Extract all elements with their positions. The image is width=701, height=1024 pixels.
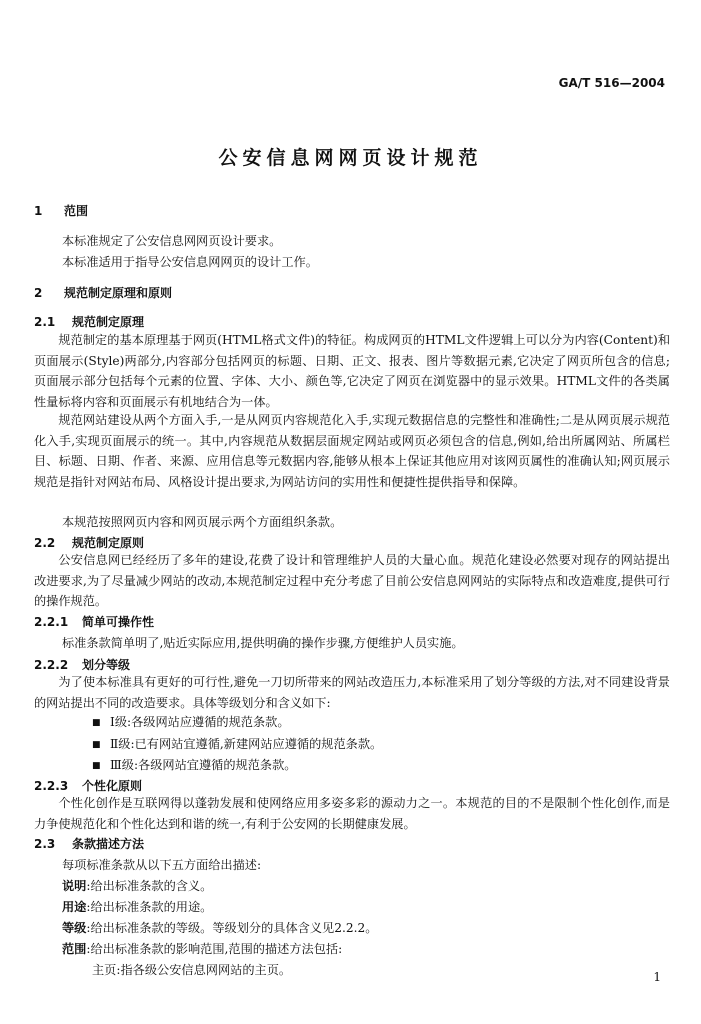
section-2-2: [34, 534, 144, 551]
paragraph: 标准条款简单明了,贴近实际应用,提供明确的操作步骤,方便维护人员实施。: [62, 636, 464, 650]
item-label: 说明: [62, 879, 87, 893]
paragraph: 为了使本标准具有更好的可行性,避免一刀切所带来的网站改造压力,本标准采用了划分等级的方法,对不同建设背景的网站提出不同的改造要求。具体等级划分和含义如下:: [34, 675, 670, 710]
list-item-text: Ⅰ级:各级网站应遵循的规范条款。: [110, 715, 290, 729]
item-text: :给出标准条款的用途。: [86, 900, 213, 914]
section-number: 2.2.2: [34, 658, 69, 672]
section-number: 2.2.3: [34, 779, 69, 793]
description-item: [62, 877, 212, 894]
bullet-icon: ■: [92, 718, 101, 728]
section-heading-text: 简单可操作性: [82, 615, 155, 629]
section-2-2-2: [34, 656, 130, 673]
list-item: [92, 735, 382, 752]
description-item: [62, 898, 212, 915]
section-2-1: [34, 313, 144, 330]
section-number: 2.1: [34, 315, 56, 329]
item-text: :给出标准条款的等级。等级划分的具体含义见2.2.2。: [86, 921, 378, 935]
paragraph: 本规范按照网页内容和网页展示两个方面组织条款。: [62, 515, 343, 529]
section-heading-text: 划分等级: [82, 658, 131, 672]
section-number: 1: [34, 204, 43, 218]
section-number: 2: [34, 286, 43, 300]
sub-item: 主页:指各级公安信息网网站的主页。: [92, 963, 292, 977]
list-item: [92, 756, 296, 773]
section-2-2-3: [34, 777, 142, 794]
list-item-text: Ⅲ级:各级网站宜遵循的规范条款。: [110, 758, 297, 772]
paragraph: 本标准规定了公安信息网网页设计要求。: [62, 234, 282, 248]
list-item: [92, 713, 290, 730]
paragraph: 规范制定的基本原理基于网页(HTML格式文件)的特征。构成网页的HTML文件逻辑上可以分为内容(Content)和页面展示(Style)两部分,内容部分包括网页的标题、日期、正文、报表、图片等数据元素,它决定了网页所包含的信息;页面展示部分包括每个元素的位置、字体、大小、颜色等,它决定了网页在浏览器中的显示效果。HTML文件的各类属性量标将内容和页面展示有机地结合为一体。: [34, 333, 670, 409]
section-2-2-1: [34, 613, 154, 630]
bullet-icon: ■: [92, 761, 101, 771]
section-2: [34, 284, 172, 301]
section-number: 2.2: [34, 536, 56, 550]
item-text: :给出标准条款的含义。: [86, 879, 213, 893]
section-number: 2.2.1: [34, 615, 69, 629]
standard-code: GA/T 516—2004: [558, 76, 665, 90]
item-text: :给出标准条款的影响范围,范围的描述方法包括:: [86, 942, 343, 956]
section-heading-text: 规范制定原则: [72, 536, 145, 550]
bullet-icon: ■: [92, 740, 101, 750]
section-heading-text: 个性化原则: [82, 779, 143, 793]
item-label: 用途: [62, 900, 87, 914]
section-heading-text: 条款描述方法: [72, 837, 145, 851]
section-heading-text: 规范制定原理: [72, 315, 145, 329]
item-label: 范围: [62, 942, 87, 956]
page-title: 公安信息网网页设计规范: [218, 147, 483, 169]
section-2-3: [34, 835, 144, 852]
paragraph: 规范网站建设从两个方面入手,一是从网页内容规范化入手,实现元数据信息的完整性和准确性;二是从网页展示规范化入手,实现页面展示的统一。其中,内容规范从数据层面规定网站或网页必须包含的信息,例如,给出所属网站、所属栏目、标题、日期、作者、来源、应用信息等元数据内容,能够从根本上保证其他应用对该网页属性的准确认知;网页展示规范是指针对网站布局、风格设计提出要求,为网站访问的实用性和便捷性提供指导和保障。: [34, 413, 670, 489]
page-number: 1: [653, 970, 661, 984]
section-heading-text: 范围: [64, 204, 89, 218]
section-number: 2.3: [34, 837, 56, 851]
paragraph: 本标准适用于指导公安信息网网页的设计工作。: [62, 255, 318, 269]
description-item: [62, 940, 342, 957]
item-label: 等级: [62, 921, 87, 935]
paragraph: 公安信息网已经经历了多年的建设,花费了设计和管理维护人员的大量心血。规范化建设必然要对现存的网站提出改进要求,为了尽量减少网站的改动,本规范制定过程中充分考虑了目前公安信息网网站的实际特点和改造难度,提供可行的操作规范。: [34, 553, 670, 609]
description-item: [62, 919, 377, 936]
list-item-text: Ⅱ级:已有网站宜遵循,新建网站应遵循的规范条款。: [110, 737, 383, 751]
paragraph: 个性化创作是互联网得以蓬勃发展和使网络应用多姿多彩的源动力之一。本规范的目的不是限制个性化创作,而是力争使规范化和个性化达到和谐的统一,有利于公安网的长期健康发展。: [34, 796, 670, 831]
section-1: [34, 202, 88, 219]
section-heading-text: 规范制定原理和原则: [64, 286, 173, 300]
paragraph: 每项标准条款从以下五方面给出描述:: [62, 858, 262, 872]
